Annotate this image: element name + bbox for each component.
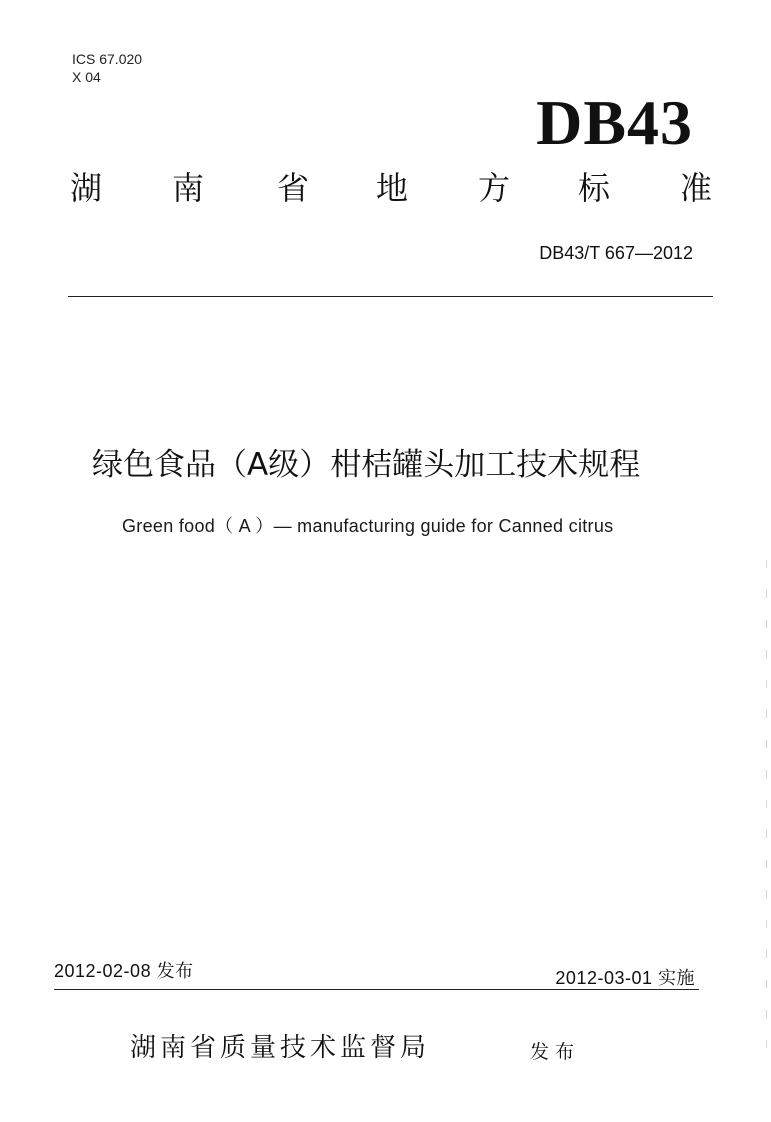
standard-type-char: 地 [376, 169, 409, 207]
standard-type-char: 南 [172, 169, 205, 207]
issuer-name: 湖南省质量技术监督局 [130, 1033, 431, 1063]
footer-divider [54, 989, 699, 990]
standard-type-char: 标 [578, 169, 611, 207]
english-title: Green food（ A ）— manufacturing guide for Canned citrus [122, 516, 614, 536]
header-divider [68, 296, 713, 297]
release-date: 2012-02-08 发布 [54, 961, 194, 981]
chinese-title: 绿色食品（A级）柑桔罐头加工技术规程 [92, 447, 641, 483]
standard-type-title [70, 166, 720, 210]
scan-edge-artifact [766, 560, 767, 1060]
standard-type-char: 方 [478, 169, 511, 207]
db-code: DB43 [536, 87, 693, 158]
standard-type-char: 湖 [70, 169, 103, 207]
implementation-date: 2012-03-01 实施 [555, 968, 695, 988]
classification-block [72, 50, 142, 86]
category-code: X 04 [72, 69, 101, 85]
ics-code: ICS 67.020 [72, 51, 143, 67]
issuer-action: 发布 [530, 1041, 581, 1063]
standard-type-char: 省 [277, 169, 310, 207]
standard-number: DB43/T 667—2012 [539, 243, 693, 263]
standard-type-char: 准 [680, 169, 713, 207]
